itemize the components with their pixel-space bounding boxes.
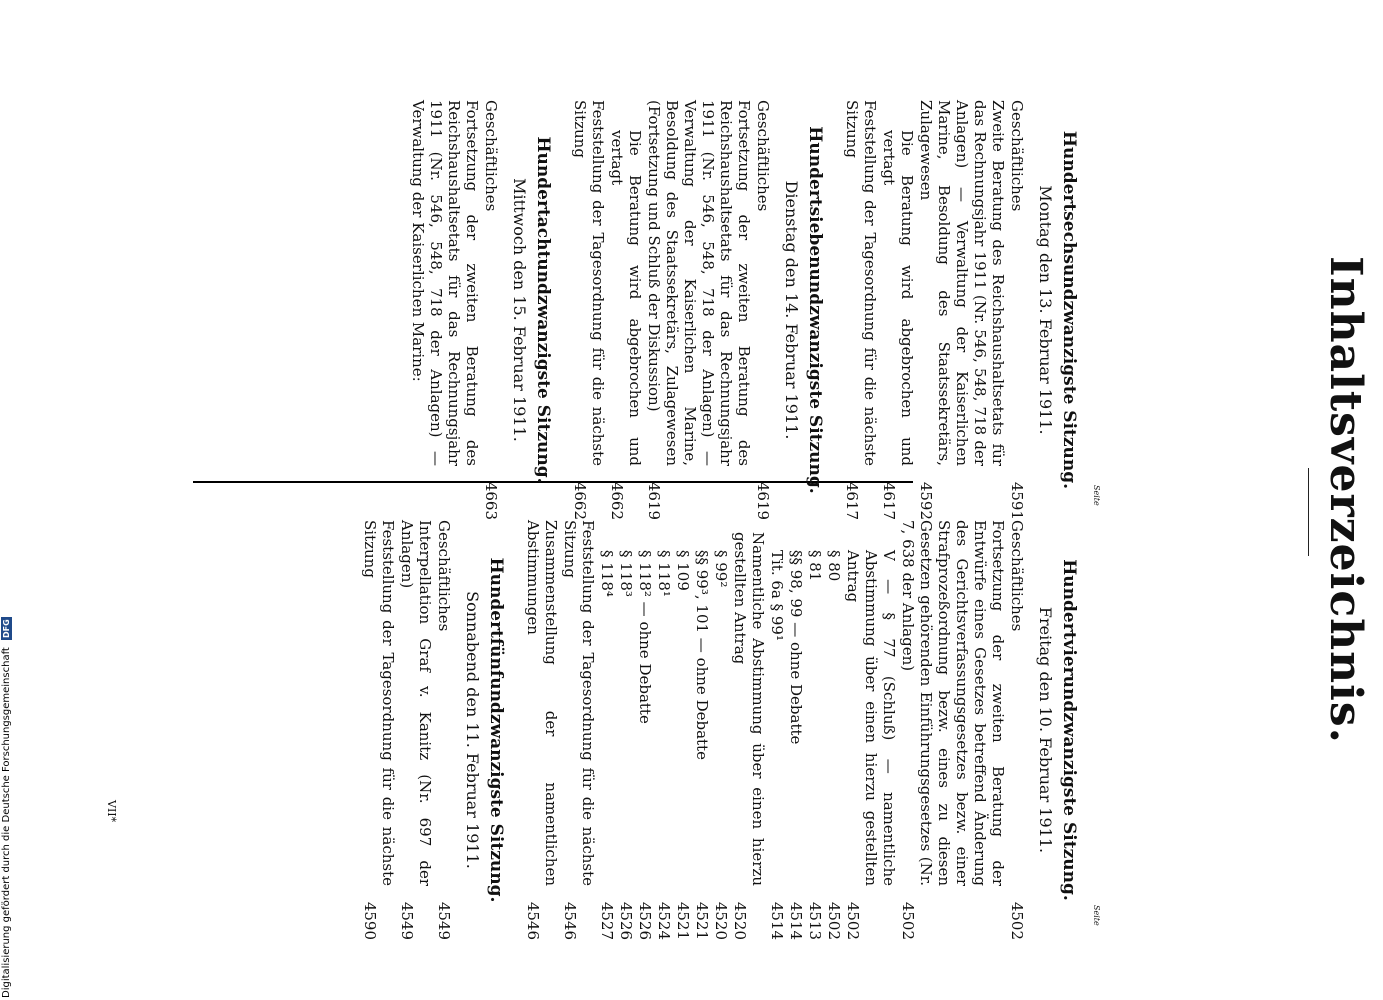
entry-text: Feststellung der Tagesordnung für die nächste Sitzung — [561, 520, 597, 886]
toc-entry — [645, 100, 753, 520]
toc-entry — [524, 520, 560, 940]
dfg-logo: DFG — [2, 619, 11, 638]
toc-entry — [1008, 100, 1026, 520]
entry-page: 4546 — [524, 901, 542, 940]
entry-page: 4513 — [806, 901, 824, 940]
page-title: Inhaltsverzeichnis. — [1320, 256, 1371, 744]
entry-text: Fortsetzung der zweiten Beratung des Reichshaushaltsetats für das Rechnungsjahr 1911 (Nr. 546, 548, 718 der Anlagen) — Verwaltung der Kaiserlichen Marine: — [409, 100, 481, 466]
toc-entry — [482, 100, 500, 520]
title-rule — [1308, 468, 1309, 556]
entry-page: 4592 — [917, 481, 935, 520]
entry-text: § 80 — [825, 550, 843, 582]
entry-text: § 109 — [674, 550, 692, 591]
toc-entry — [398, 520, 434, 940]
sidebar-text-wrapper — [1, 617, 12, 998]
toc-entry — [409, 100, 481, 520]
entry-page: 4662 — [608, 481, 626, 520]
entry-text: Feststellung der Tagesordnung für die nächste Sitzung — [571, 100, 607, 466]
entry-page: 4617 — [880, 481, 898, 520]
entry-page: 4521 — [693, 901, 711, 940]
entry-text: Geschäftliches — [754, 100, 772, 212]
entry-text: Interpellation Graf v. Kanitz (Nr. 697 der Anlagen) — [398, 520, 434, 886]
toc-entry — [712, 520, 730, 940]
toc-entry — [917, 100, 1007, 520]
session-heading: Hundertvierundzwanzigste Sitzung. — [1059, 559, 1079, 901]
toc-entry — [731, 520, 767, 940]
session-heading: Hundertachtundzwanzigste Sitzung. — [533, 136, 553, 484]
entry-text: Die Beratung wird abgebrochen und vertagt — [880, 130, 916, 466]
entry-page: 4591 — [1008, 481, 1026, 520]
seite-label-right: Seite — [1092, 485, 1101, 506]
session-block — [571, 100, 825, 520]
entry-text: Geschäftliches — [482, 100, 500, 212]
toc-entry — [1008, 520, 1026, 940]
entry-text: § 118¹ — [655, 550, 673, 597]
toc-entry — [608, 100, 644, 520]
digitization-sidebar — [0, 0, 22, 1000]
entry-page: 4527 — [598, 901, 616, 940]
toc-entry — [843, 100, 879, 520]
session-block — [524, 520, 1079, 940]
entry-text: Tit. 6a § 99¹ — [768, 550, 786, 641]
entry-text: § 118³ — [617, 550, 635, 597]
left-column — [343, 520, 1083, 940]
session-date: Mittwoch den 15. Februar 1911. — [510, 178, 529, 442]
entry-page: 4663 — [482, 481, 500, 520]
entry-page: 4549 — [398, 901, 416, 940]
session-block — [409, 100, 553, 520]
entry-page: 4502 — [899, 901, 917, 940]
entry-page: 4619 — [754, 481, 772, 520]
session-date: Montag den 13. Februar 1911. — [1036, 185, 1055, 435]
entry-text: Geschäftliches — [1008, 520, 1026, 632]
toc-entry — [674, 520, 692, 940]
toc-entry — [361, 520, 397, 940]
entry-page: 4526 — [617, 901, 635, 940]
entry-text: § 81 — [806, 550, 824, 582]
entry-text: Fortsetzung der zweiten Beratung des Reichshaushaltsetats für das Rechnungsjahr 1911 (Nr. 546, 548, 718 der Anlagen) — Verwaltung der Kaiserlichen Marine, Besoldung des Staatssekretärs, Zulagewesen (Fortsetzung und Schluß der Diskussion) — [645, 100, 753, 466]
entry-text: Geschäftliches — [1008, 100, 1026, 212]
entry-page: 4514 — [787, 901, 805, 940]
entry-page: 4520 — [731, 901, 749, 940]
session-heading: Hundertsiebenundzwanzigste Sitzung. — [805, 126, 825, 494]
entry-page: 4524 — [655, 901, 673, 940]
digitization-credit: Digitalisierung gefördert durch die Deutsche Forschungsgemeinschaft — [1, 647, 12, 998]
session-date: Freitag den 10. Februar 1911. — [1036, 606, 1055, 854]
entry-page: 4514 — [768, 901, 786, 940]
entry-page: 4662 — [571, 481, 589, 520]
entry-text: §§ 98, 99 — ohne Debatte — [787, 550, 805, 745]
entry-page: 4502 — [825, 901, 843, 940]
entry-text: Feststellung der Tagesordnung für die nächste Sitzung — [843, 100, 879, 466]
entry-page: 4549 — [435, 901, 453, 940]
seite-label-left: Seite — [1092, 905, 1101, 926]
toc-entry — [787, 520, 805, 940]
toc-entry — [561, 520, 597, 940]
entry-text: §§ 99³, 101 — ohne Debatte — [693, 550, 711, 760]
entry-text: V — § 77 (Schluß) — namentliche Abstimmung über einen hierzu gestellten Antrag — [844, 550, 898, 886]
entry-text: Zweite Beratung des Reichshaushaltsetats für das Rechnungsjahr 1911 (Nr. 546, 548, 718 der Anlagen) — Verwaltung der Kaiserlichen Marine, Besoldung des Staatssekretärs, Zulagewesen — [917, 100, 1007, 466]
entry-text: § 99² — [712, 550, 730, 588]
entry-text: Zusammenstellung der namentlichen Abstimmungen — [524, 520, 560, 886]
entry-text: § 118⁴ — [598, 550, 616, 597]
entry-page: 4526 — [636, 901, 654, 940]
entry-page: 4546 — [561, 901, 579, 940]
entry-page: 4590 — [361, 901, 379, 940]
session-date: Dienstag den 14. Februar 1911. — [782, 180, 801, 440]
entry-text: Geschäftliches — [435, 520, 453, 632]
entry-page: 4521 — [674, 901, 692, 940]
entry-text: Die Beratung wird abgebrochen und vertagt — [608, 130, 644, 466]
session-heading: Hundertsechsundzwanzigste Sitzung. — [1059, 130, 1079, 490]
entry-page: 4520 — [712, 901, 730, 940]
entry-page: 4502 — [1008, 901, 1026, 940]
right-column — [391, 100, 1083, 520]
toc-entry — [899, 520, 1007, 940]
toc-entry — [768, 520, 786, 940]
session-block — [361, 520, 506, 940]
entry-text: Feststellung der Tagesordnung für die nächste Sitzung — [361, 520, 397, 886]
toc-entry — [693, 520, 711, 940]
entry-page: 4617 — [843, 481, 861, 520]
toc-entry — [571, 100, 607, 520]
entry-text: Fortsetzung der zweiten Beratung der Entwürfe eines Gesetzes betreffend Änderung des Gerichtsverfassungsgesetzes bezw. einer Strafprozeßordnung bezw. eines zu diesen Gesetzen gehörenden Einführungsgesetzes (Nr. 7, 638 der Anlagen) — [899, 520, 1007, 886]
toc-entry — [655, 520, 673, 940]
page-number: VII* — [105, 800, 118, 823]
toc-entry — [754, 100, 772, 520]
entry-text: § 118² — ohne Debatte — [636, 550, 654, 724]
toc-entry — [825, 520, 843, 940]
session-date: Sonnabend den 11. Februar 1911. — [463, 591, 482, 869]
toc-entry — [598, 520, 616, 940]
toc-entry — [880, 100, 916, 520]
session-heading: Hundertfünfundzwanzigste Sitzung. — [486, 557, 506, 903]
session-block — [843, 100, 1079, 520]
toc-entry — [636, 520, 654, 940]
entry-page: 4619 — [645, 481, 663, 520]
entry-page: 4502 — [844, 901, 862, 940]
toc-entry — [435, 520, 453, 940]
toc-entry — [806, 520, 824, 940]
toc-entry — [617, 520, 635, 940]
toc-entry — [844, 520, 898, 940]
entry-text: Namentliche Abstimmung über einen hierzu gestellten Antrag — [731, 532, 767, 886]
